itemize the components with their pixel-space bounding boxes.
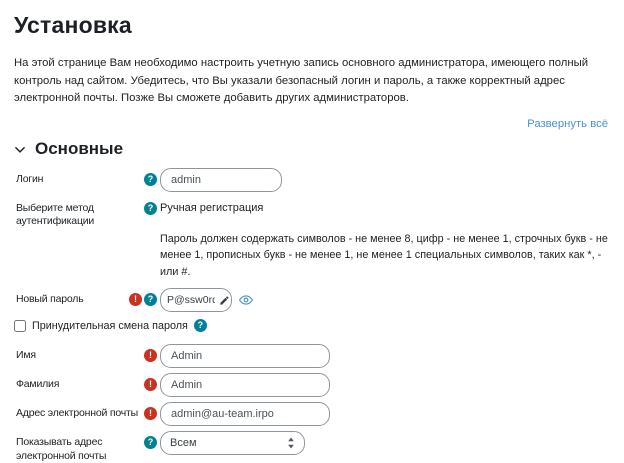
- lastname-input[interactable]: [160, 373, 330, 397]
- required-icon: !: [129, 293, 142, 306]
- toggle-password-visibility-icon[interactable]: [238, 293, 254, 307]
- firstname-input[interactable]: [160, 344, 330, 368]
- email-visibility-label: Показывать адрес электронной почты: [16, 436, 107, 462]
- required-icon: !: [144, 349, 157, 362]
- lastname-label: Фамилия: [16, 378, 60, 390]
- help-icon[interactable]: ?: [144, 173, 157, 186]
- required-icon: !: [144, 378, 157, 391]
- email-label: Адрес электронной почты: [16, 407, 139, 419]
- firstname-label: Имя: [16, 349, 36, 361]
- help-icon[interactable]: ?: [144, 436, 157, 449]
- new-password-field[interactable]: [160, 288, 232, 312]
- new-password-label: Новый пароль: [16, 293, 84, 305]
- expand-all-row: [14, 118, 608, 133]
- form-row-auth-method: [14, 197, 610, 229]
- form-row-username: [14, 168, 610, 192]
- force-password-change-checkbox[interactable]: [14, 320, 26, 332]
- help-icon[interactable]: ?: [194, 319, 207, 332]
- auth-method-label: Выберите метод аутентификации: [16, 201, 95, 227]
- form-row-lastname: [14, 373, 610, 397]
- form-row-new-password: [14, 288, 610, 312]
- section-basic-toggle[interactable]: [14, 139, 610, 159]
- password-policy-text: Пароль должен содержать символов - не менее 8, цифр - не менее 1, строчных букв - не менее 1, прописных букв - не менее 1, не менее 1 специальных символов, таких как *, - или #.: [160, 232, 608, 278]
- username-label: Логин: [16, 172, 44, 185]
- email-input[interactable]: [160, 402, 330, 426]
- email-visibility-select[interactable]: [160, 431, 305, 455]
- form-row-email-visibility: [14, 431, 610, 463]
- section-basic-title: Основные: [35, 138, 124, 158]
- edit-pencil-icon: [219, 295, 230, 306]
- email-visibility-value: Всем: [170, 437, 197, 449]
- force-password-change-row: [14, 319, 610, 332]
- form-row-email: [14, 402, 610, 426]
- new-password-input[interactable]: [167, 294, 215, 306]
- intro-text: На этой странице Вам необходимо настроить учетную запись основного администратора, имеющего полный контроль над сайтом. Убедитесь, что Вы указали безопасный логин и пароль, а также корректный адрес электронной почты. Позже Вы сможете добавить других администраторов.: [14, 57, 589, 104]
- username-input[interactable]: [160, 168, 282, 192]
- expand-all-link[interactable]: Развернуть всё: [527, 117, 608, 130]
- chevron-down-icon: [14, 144, 26, 156]
- help-icon[interactable]: ?: [144, 202, 157, 215]
- form-row-firstname: [14, 344, 610, 368]
- required-icon: !: [144, 407, 157, 420]
- help-icon[interactable]: ?: [144, 293, 157, 306]
- auth-method-value: Ручная регистрация: [160, 201, 264, 214]
- force-password-change-label: Принудительная смена пароля: [32, 319, 188, 332]
- select-arrows-icon: [287, 437, 295, 449]
- page-title: Установка: [14, 12, 132, 38]
